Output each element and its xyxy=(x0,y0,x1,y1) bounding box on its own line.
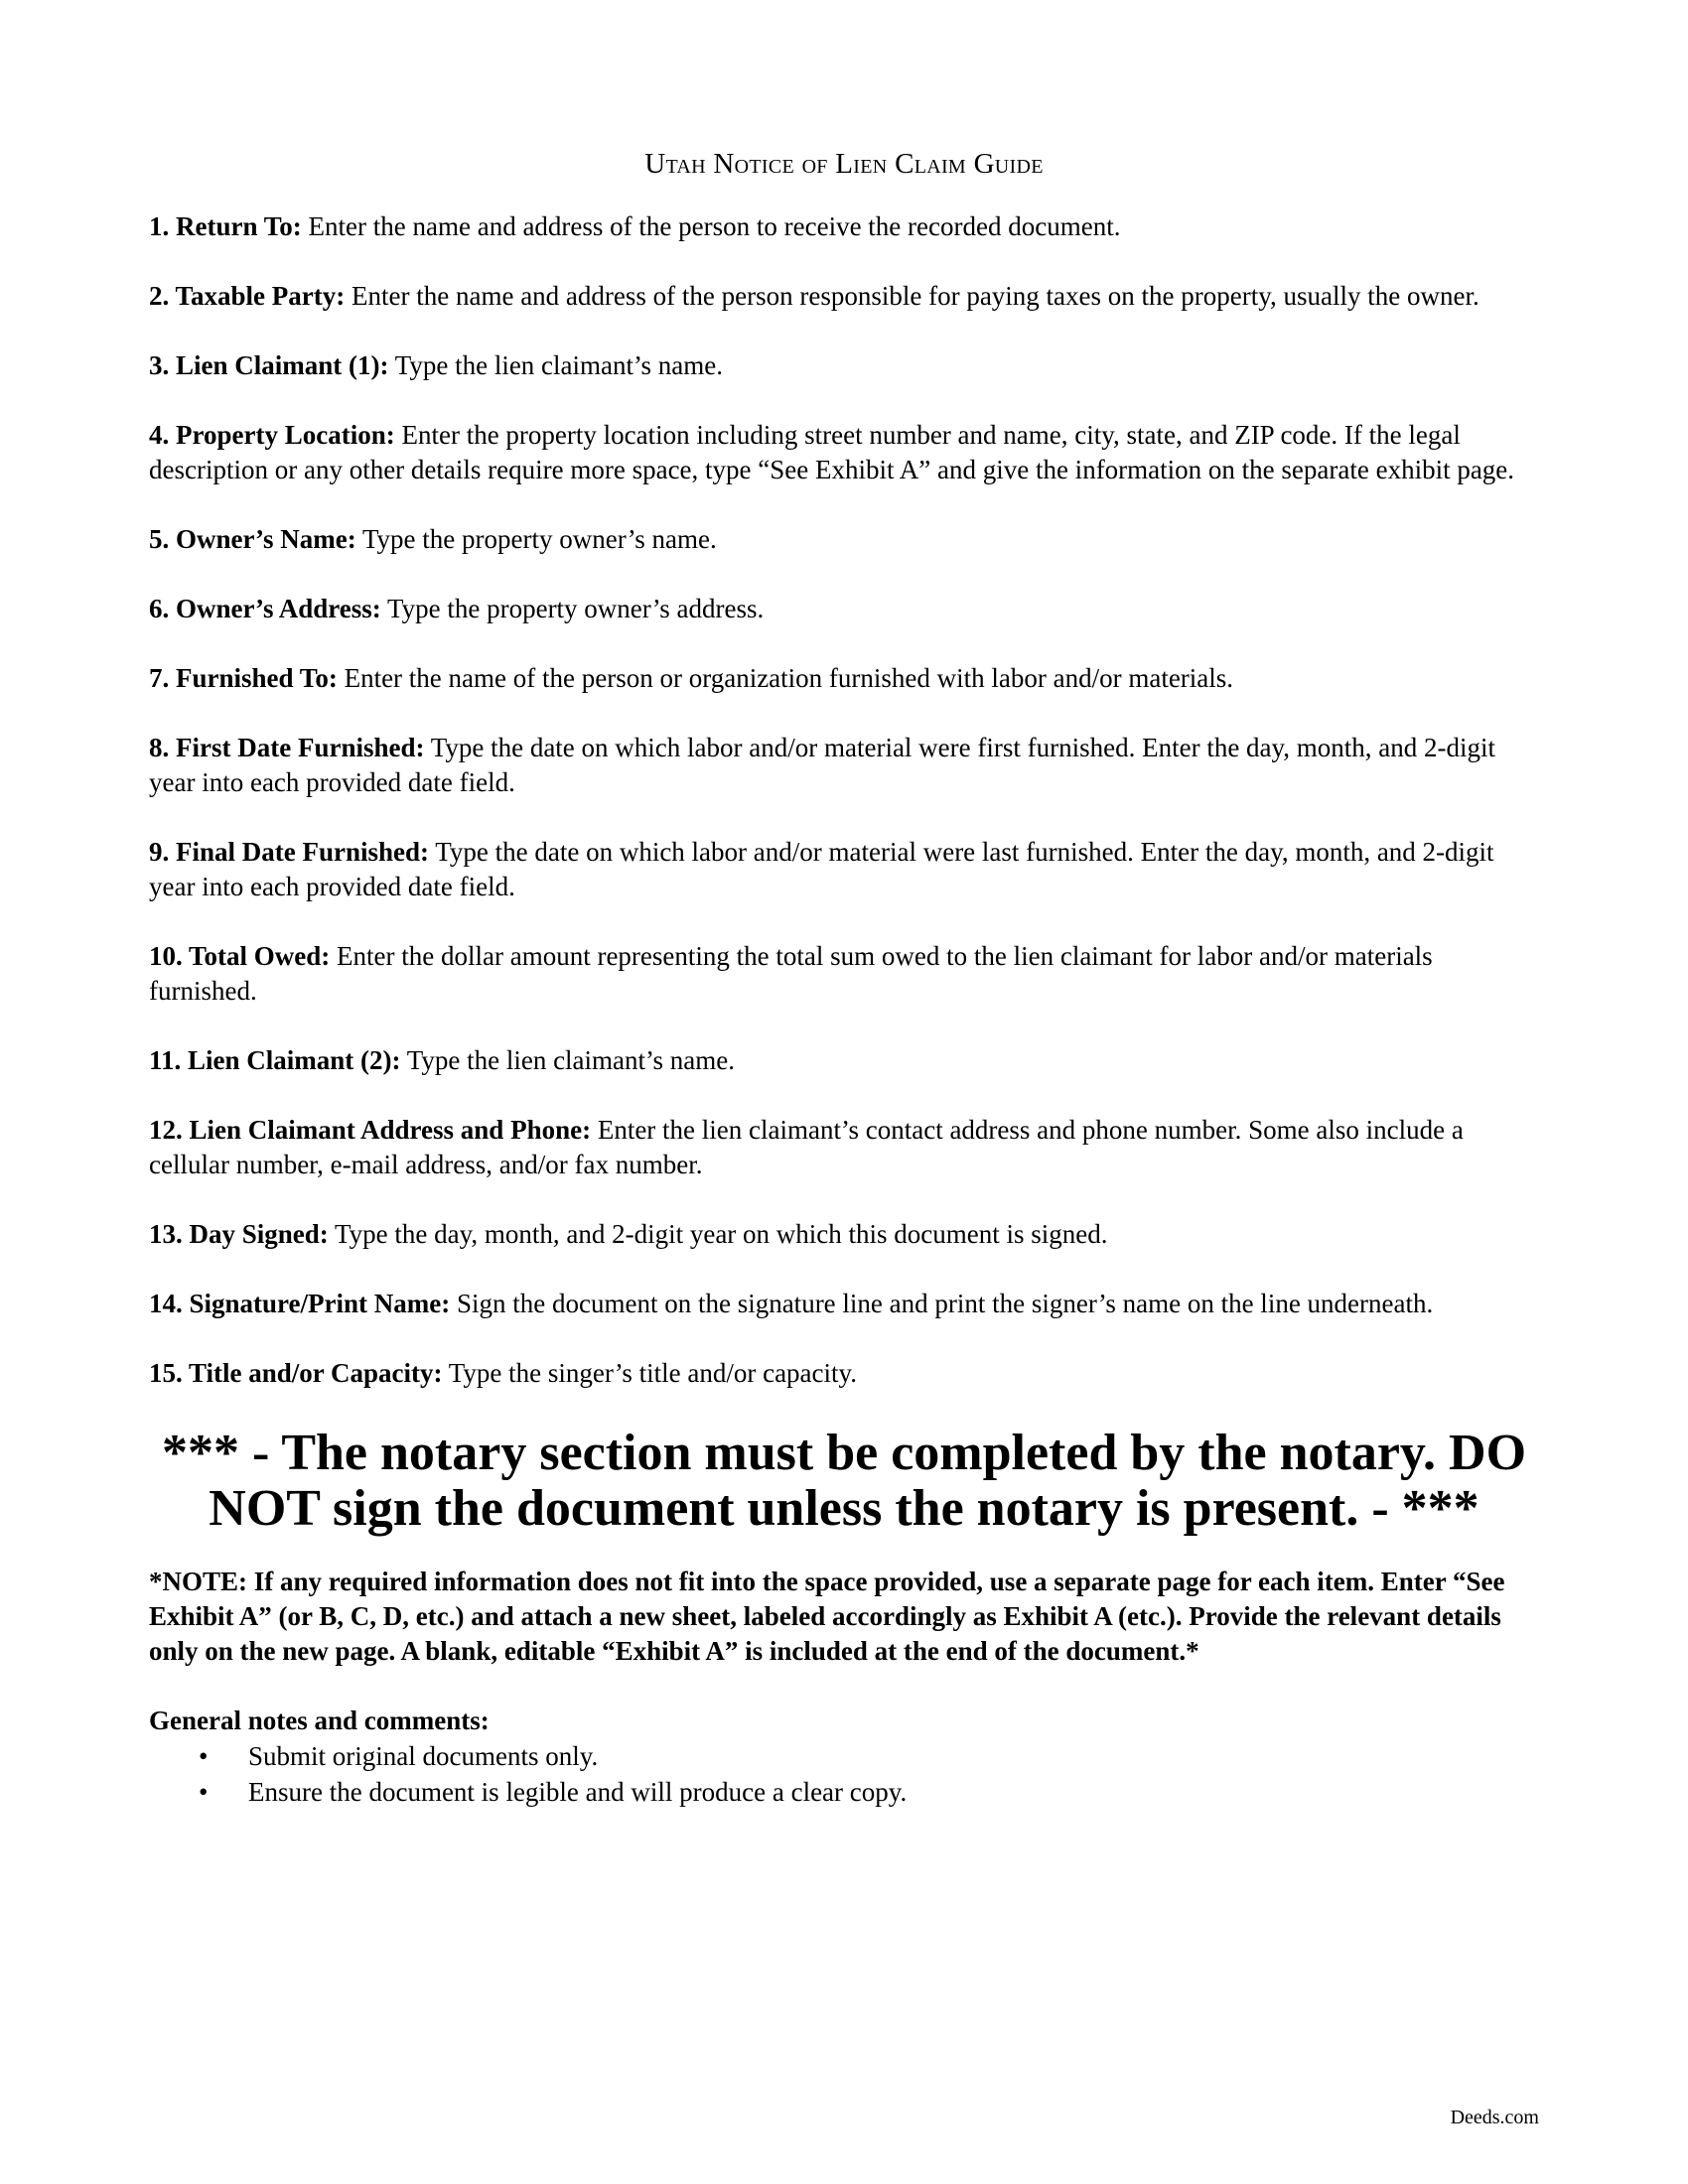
item-text: Enter the name and address of the person to receive the recorded document. xyxy=(301,210,1121,241)
guide-item-return-to xyxy=(149,209,1539,244)
item-label: 1. Return To: xyxy=(149,210,302,241)
item-text: Enter the property location including street number and name, city, state, and ZIP code. If the legal description or any other details require more space, type “See Exhibit A” and give the information on the separate exhibit page. xyxy=(149,419,1515,484)
item-label: 14. Signature/Print Name: xyxy=(149,1288,451,1318)
general-notes-heading: General notes and comments: xyxy=(149,1705,490,1735)
item-label: 8. First Date Furnished: xyxy=(149,732,425,762)
guide-item-day-signed xyxy=(149,1217,1539,1252)
item-text: Type the singer’s title and/or capacity. xyxy=(442,1357,858,1388)
item-label: 9. Final Date Furnished: xyxy=(149,836,430,867)
list-item xyxy=(199,1774,1539,1810)
item-label: 12. Lien Claimant Address and Phone: xyxy=(149,1114,592,1145)
item-text: Type the date on which labor and/or material were first furnished. Enter the day, month, and 2-digit year into each provided date field. xyxy=(149,732,1496,797)
item-text: Enter the name and address of the person responsible for paying taxes on the property, usually the owner. xyxy=(345,280,1479,311)
guide-item-title-capacity xyxy=(149,1356,1539,1391)
guide-item-first-date-furnished xyxy=(149,731,1539,800)
item-text: Type the lien claimant’s name. xyxy=(388,349,723,380)
list-item-text: Submit original documents only. xyxy=(248,1740,599,1771)
item-text: Type the lien claimant’s name. xyxy=(400,1044,736,1075)
item-label: 2. Taxable Party: xyxy=(149,280,346,311)
item-label: 5. Owner’s Name: xyxy=(149,523,356,554)
guide-item-owner-address xyxy=(149,592,1539,626)
bullet-icon: • xyxy=(199,1776,209,1807)
guide-item-total-owed xyxy=(149,939,1539,1009)
item-label: 3. Lien Claimant (1): xyxy=(149,349,389,380)
guide-item-lien-claimant-1 xyxy=(149,348,1539,383)
item-text: Sign the document on the signature line and print the signer’s name on the line underneath. xyxy=(450,1288,1434,1318)
guide-item-lien-claimant-2 xyxy=(149,1043,1539,1078)
guide-item-property-location xyxy=(149,418,1539,487)
item-label: 6. Owner’s Address: xyxy=(149,593,381,623)
guide-item-final-date-furnished xyxy=(149,835,1539,904)
list-item-text: Ensure the document is legible and will produce a clear copy. xyxy=(248,1776,908,1807)
item-label: 13. Day Signed: xyxy=(149,1218,329,1249)
item-text: Enter the dollar amount representing the total sum owed to the lien claimant for labor and/or materials furnished. xyxy=(149,940,1433,1006)
item-text: Type the day, month, and 2-digit year on which this document is signed. xyxy=(328,1218,1108,1249)
guide-item-owner-name xyxy=(149,522,1539,557)
document-title: Utah Notice of Lien Claim Guide xyxy=(644,148,1044,180)
guide-item-furnished-to xyxy=(149,661,1539,696)
guide-item-taxable-party xyxy=(149,279,1539,314)
exhibit-note: *NOTE: If any required information does not fit into the space provided, use a separate page for each item. Enter “See Exhibit A” (or B, C, D, etc.) and attach a new sheet, labeled accordingly as Exhibit A (etc.). Provide the relevant details only on the new page. A blank, editable “Exhibit A” is included at the end of the document.* xyxy=(149,1566,1505,1666)
list-item xyxy=(199,1738,1539,1774)
notary-warning: *** - The notary section must be completed by the notary. DO NOT sign the document unless the notary is present. - *** xyxy=(161,1424,1527,1537)
footer-brand: Deeds.com xyxy=(1450,2107,1539,2128)
item-text: Type the property owner’s name. xyxy=(355,523,717,554)
item-label: 15. Title and/or Capacity: xyxy=(149,1357,443,1388)
bullet-icon: • xyxy=(199,1740,209,1771)
item-text: Enter the name of the person or organization furnished with labor and/or materials. xyxy=(337,662,1234,693)
item-label: 7. Furnished To: xyxy=(149,662,338,693)
guide-item-signature-print-name xyxy=(149,1287,1539,1321)
item-text: Type the property owner’s address. xyxy=(380,593,765,623)
item-text: Enter the lien claimant’s contact address and phone number. Some also include a cellular number, e-mail address, and/or fax number. xyxy=(149,1114,1464,1179)
document-page xyxy=(149,147,1539,1810)
item-label: 4. Property Location: xyxy=(149,419,395,450)
guide-item-claimant-address-phone xyxy=(149,1113,1539,1182)
item-label: 11. Lien Claimant (2): xyxy=(149,1044,401,1075)
general-notes-list xyxy=(149,1738,1539,1810)
item-text: Type the date on which labor and/or material were last furnished. Enter the day, month, and 2-digit year into each provided date field. xyxy=(149,836,1494,901)
item-label: 10. Total Owed: xyxy=(149,940,331,971)
